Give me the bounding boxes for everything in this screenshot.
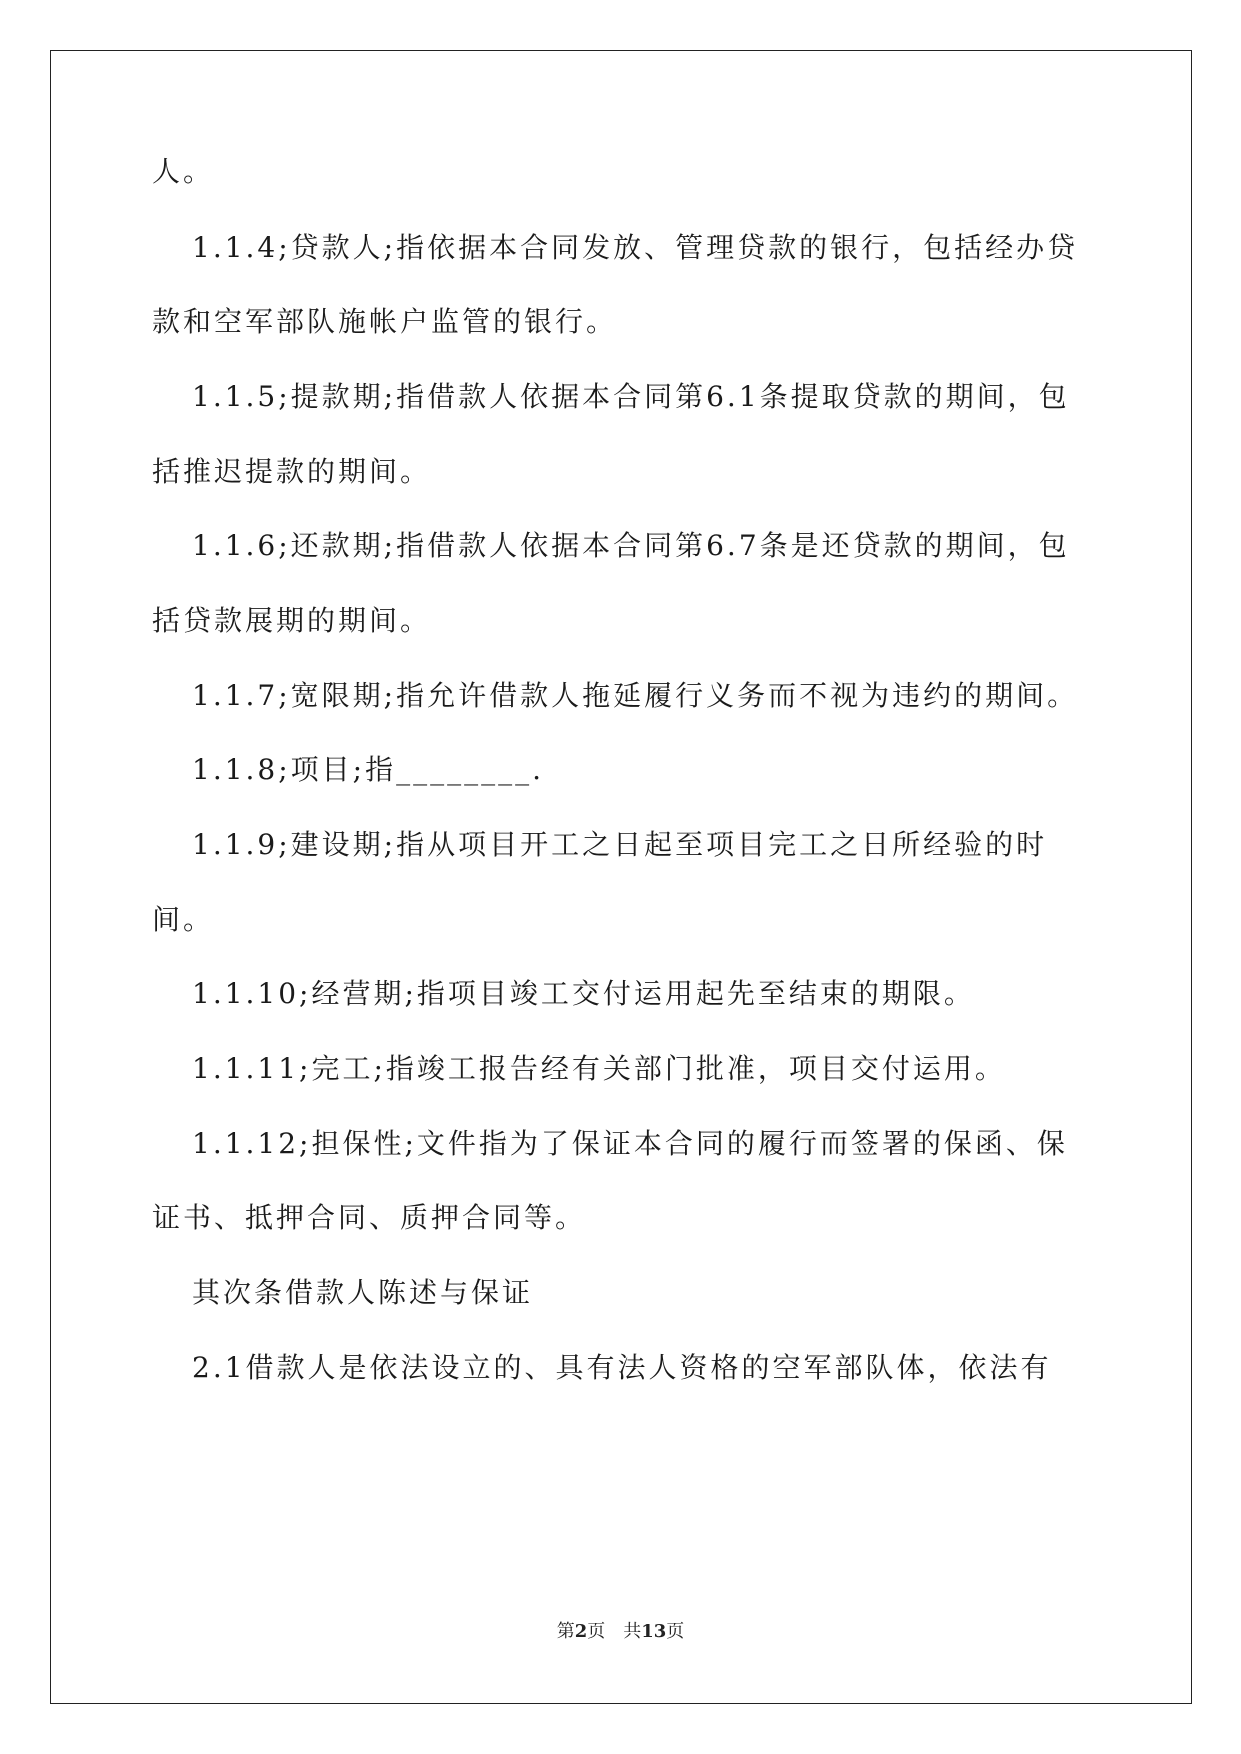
text-line: 1.1.11;完工;指竣工报告经有关部门批准，项目交付运用。 bbox=[192, 1052, 1006, 1085]
text-line: 括推迟提款的期间。 bbox=[152, 455, 432, 488]
text-line: 1.1.10;经营期;指项目竣工交付运用起先至结束的期限。 bbox=[192, 977, 975, 1010]
text-line: 款和空军部队施帐户监管的银行。 bbox=[152, 305, 618, 338]
text-line: 1.1.4;贷款人;指依据本合同发放、管理贷款的银行，包括经办贷 bbox=[192, 231, 1079, 264]
page-border bbox=[50, 50, 1192, 1704]
footer-mid: 页 共 bbox=[587, 1621, 642, 1642]
text-line: 1.1.12;担保性;文件指为了保证本合同的履行而签署的保函、保 bbox=[192, 1127, 1068, 1160]
footer-suffix: 页 bbox=[666, 1621, 685, 1642]
text-line: 1.1.6;还款期;指借款人依据本合同第6.7条是还贷款的期间，包 bbox=[192, 529, 1070, 562]
text-line: 1.1.9;建设期;指从项目开工之日起至项目完工之日所经验的时 bbox=[192, 828, 1048, 861]
text-line: 证书、抵押合同、质押合同等。 bbox=[152, 1201, 587, 1234]
text-line: 间。 bbox=[152, 903, 215, 936]
text-line: 1.1.5;提款期;指借款人依据本合同第6.1条提取贷款的期间，包 bbox=[192, 380, 1070, 413]
text-line: 人。 bbox=[152, 155, 215, 188]
footer-page-number: 2 bbox=[574, 1621, 588, 1642]
footer-total-pages: 13 bbox=[641, 1621, 667, 1642]
page-footer bbox=[0, 1620, 1241, 1644]
text-line: 其次条借款人陈述与保证 bbox=[192, 1276, 534, 1309]
text-line: 2.1借款人是依法设立的、具有法人资格的空军部队体，依法有 bbox=[192, 1351, 1052, 1384]
text-line: 1.1.8;项目;指________. bbox=[192, 753, 545, 786]
text-line: 1.1.7;宽限期;指允许借款人拖延履行义务而不视为违约的期间。 bbox=[192, 679, 1079, 712]
footer-prefix: 第 bbox=[556, 1621, 575, 1642]
text-line: 括贷款展期的期间。 bbox=[152, 604, 432, 637]
